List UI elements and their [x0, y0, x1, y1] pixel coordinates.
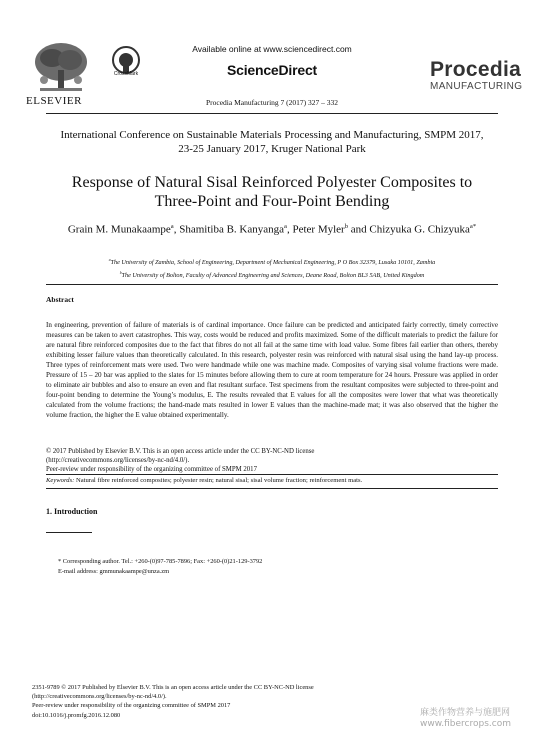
author-list	[40, 220, 504, 237]
correspondence-note	[58, 557, 498, 577]
author-name: Chizyuka G. Chizyuka	[369, 223, 470, 236]
watermark-line-1: 麻类作物营养与施肥网	[420, 708, 511, 718]
keywords-label: Keywords:	[46, 477, 75, 484]
watermark-line-2: www.fibercrops.com	[420, 719, 511, 729]
abstract-heading: Abstract	[46, 295, 74, 304]
author-name: Grain M. Munakaampe	[67, 223, 171, 236]
conference-line-2: 23-25 January 2017, Kruger National Park	[178, 143, 366, 155]
keywords-text: Natural fibre reinforced composites; polyester resin; natural sisal; sisal volume fraction; reinforcement mats.	[75, 477, 363, 484]
keywords-bottom-rule	[46, 488, 498, 489]
journal-reference: Procedia Manufacturing 7 (2017) 327 – 332	[205, 98, 339, 107]
affiliation-a	[40, 255, 504, 268]
affiliation-mark: a	[108, 258, 111, 262]
elsevier-wordmark: ELSEVIER	[26, 95, 82, 107]
procedia-title: Procedia	[430, 58, 522, 81]
crossmark-label: CrossMark	[113, 71, 139, 77]
conference-line-1: International Conference on Sustainable Materials Processing and Manufacturing, SMPM 2017,	[60, 129, 484, 141]
keywords-line	[46, 477, 498, 484]
license-link[interactable]: (http://creativecommons.org/licenses/by-nc-nd/4.0/).	[46, 457, 190, 465]
procedia-subtitle: MANUFACTURING	[430, 81, 523, 92]
license-block	[46, 447, 498, 475]
paper-title	[40, 173, 504, 211]
author-separator: ,	[286, 223, 293, 236]
author-name: Peter Myler	[292, 223, 345, 236]
affiliations	[40, 255, 504, 281]
paper-title-line-2: Three-Point and Four-Point Bending	[154, 193, 390, 210]
affiliation-b	[40, 268, 504, 281]
author-separator: and	[348, 223, 370, 236]
sciencedirect-wordmark: ScienceDirect	[226, 62, 317, 78]
watermark	[420, 708, 511, 730]
author-affiliation-mark: b	[344, 223, 348, 230]
footer-line-3: Peer-review under responsibility of the organizing committee of SMPM 2017	[32, 702, 231, 710]
author-affiliation-mark: a	[170, 223, 174, 230]
paper-title-line-1: Response of Natural Sisal Reinforced Polyester Composites to	[71, 174, 473, 191]
author-separator: ,	[173, 223, 180, 236]
author-affiliation-mark: a*	[469, 223, 477, 230]
abstract-top-rule	[46, 284, 498, 285]
affiliation-text: The University of Bolton, Faculty of Advanced Engineering and Sciences, Deane Road, Bolton BL3 5AB, United Kingdom	[121, 272, 425, 280]
license-line-1: © 2017 Published by Elsevier B.V. This is an open access article under the CC BY-NC-ND license	[46, 448, 315, 455]
author-affiliation-mark: a	[284, 223, 287, 230]
corresponding-author-line: * Corresponding author. Tel.: +260-(0)97-785-7896; Fax: +260-(0)21-129-3792	[58, 558, 263, 565]
author-name: Shamitiba B. Kanyanga	[179, 223, 285, 236]
affiliation-text: The University of Zambia, School of Engineering, Department of Mechanical Engineering, P O Box 32379, Lusaka 10101, Zambia	[110, 259, 436, 267]
footer-line-1: 2351-9789 © 2017 Published by Elsevier B.V. This is an open access article under the CC BY-NC-ND license	[32, 684, 314, 691]
section-heading-introduction: 1. Introduction	[46, 507, 98, 516]
footnote-rule	[46, 532, 92, 533]
conference-info	[40, 128, 504, 156]
peer-review-line: Peer-review under responsibility of the organizing committee of SMPM 2017	[46, 466, 257, 474]
available-online-text: Available online at www.sciencedirect.com	[192, 44, 352, 54]
email-line: E-mail address: gmmunakaampe@unza.zm	[58, 568, 170, 575]
doi-line: doi:10.1016/j.promfg.2016.12.080	[32, 711, 121, 719]
affiliation-mark: b	[119, 271, 122, 276]
abstract-body: In engineering, prevention of failure of materials is of cardinal importance. Once failure can be predicted and anticipated fairly correctly, timely corrective measures can be taken to avert catastrophes. This way, costs would be reduced and profits maximized. Some of the difficult materials to predict the failure for are natural fibre reinforced composites due to the fact that fibres do not all fail at the same time with load value. Some fibres fail earlier than others, thereby exhibiting lesser failure values than theoretically calculated. In this research, polyester resin was reinforced with natural sisal using the hand lay-up process. Three types of reinforcement mats were used. Two were handmade while one was machine made. Composites of varying sisal volume fractions were made. Pressure of 15 – 20 bar was applied to the slates for 15 minutes before allowing them to cure at room temperature for 24 hours. Pressure was applied in order to eliminate air bubbles and also to ensure an even and flat resultant surface. Test specimens from the resultant composites were subjected to three-point and four-point bending to determine the Young’s modulus, E. The results revealed that E values for all the composites were lower that what was theoretically calculated from the volume fractions; the hand-made mats resulted in lower E values than the machine-made mat; it was also observed that the higher the volume fraction, the higher the E value obtained experimentally.	[46, 321, 498, 419]
footer-link[interactable]: (http://creativecommons.org/licenses/by-nc-nd/4.0/).	[32, 693, 167, 701]
header-rule	[46, 113, 498, 114]
keywords-top-rule	[46, 474, 498, 475]
